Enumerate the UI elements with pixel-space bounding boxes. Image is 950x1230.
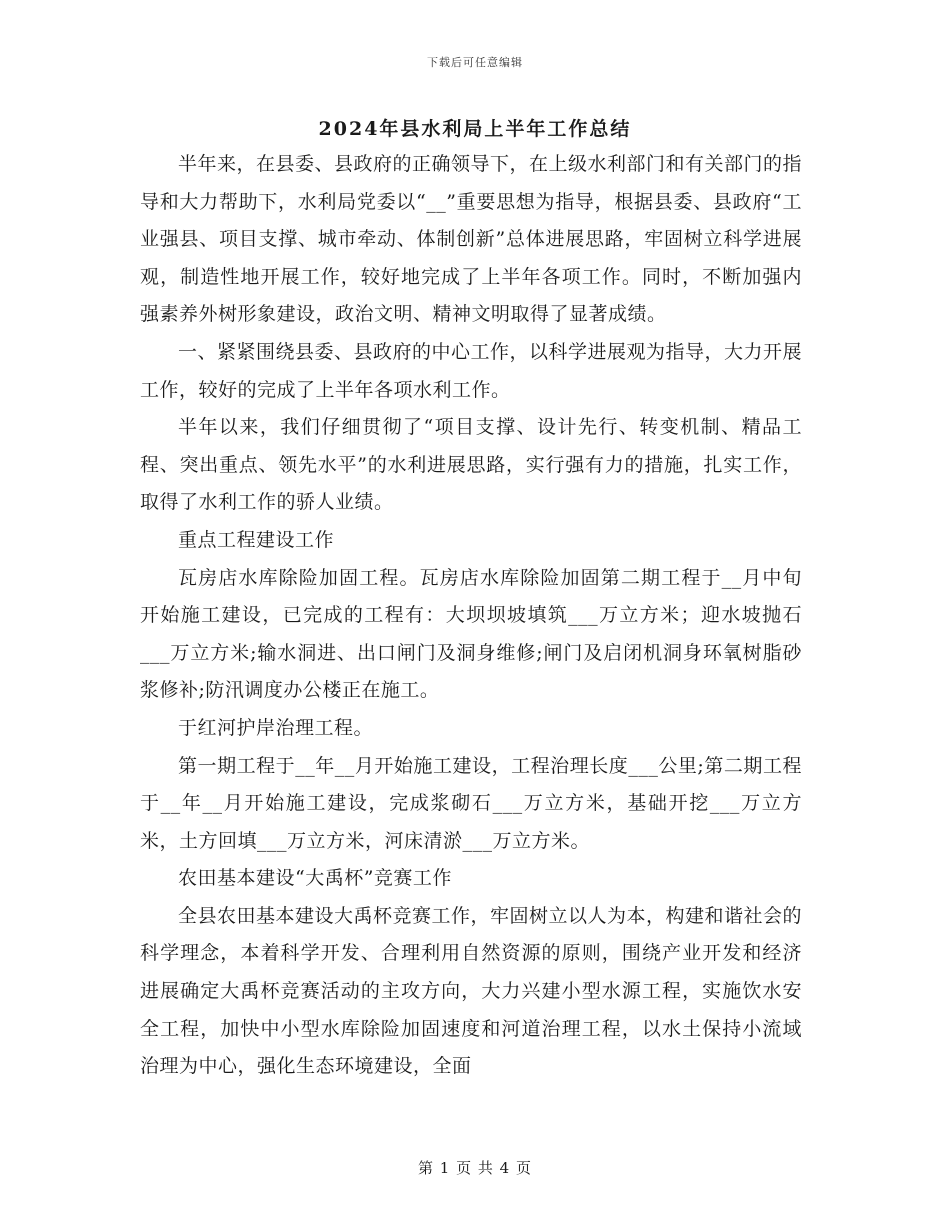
paragraph-dayu-cup: 全县农田基本建设大禹杯竞赛工作，牢固树立以人为本，构建和谐社会的科学理念，本着科学开发、合理利用自然资源的原则，围绕产业开发和经济进展确定大禹杯竞赛活动的主攻方向，大力兴建小型水源工程，实施饮水安全工程，加快中小型水库除险加固速度和河道治理工程，以水土保持小流域治理为中心，强化生态环境建设，全面: [140, 904, 803, 1078]
paragraph-half-year: 半年以来，我们仔细贯彻了“项目支撑、设计先行、转变机制、精品工程、突出重点、领先水平”的水利进展思路，实行强有力的措施，扎实工作，取得了水利工作的骄人业绩。: [140, 416, 802, 514]
paragraph-phases: 第一期工程于__年__月开始施工建设，工程治理长度___公里;第二期工程于__年__月开始施工建设，完成浆砌石___万立方米，基础开挖___万立方米，土方回填___万立方米，河床清淤___万立方米。: [140, 754, 802, 852]
document-title: 2024年县水利局上半年工作总结: [318, 118, 632, 140]
paragraph-section-one: 一、紧紧围绕县委、县政府的中心工作，以科学进展观为指导，大力开展工作，较好的完成了上半年各项水利工作。: [140, 340, 803, 401]
subheading-dayu-cup: 农田基本建设“大禹杯”竞赛工作: [178, 867, 452, 890]
paragraph-intro: 半年来，在县委、县政府的正确领导下，在上级水利部门和有关部门的指导和大力帮助下，水利局党委以“__”重要思想为指导，根据县委、县政府“工业强县、项目支撑、城市牵动、体制创新”总体进展思路，牢固树立科学进展观，制造性地开展工作，较好地完成了上半年各项工作。同时，不断加强内强素养外树形象建设，政治文明、精神文明取得了显著成绩。: [140, 153, 803, 326]
header-note: 下载后可任意编辑: [427, 56, 523, 69]
page-number: 第 1 页 共 4 页: [418, 1159, 532, 1177]
paragraph-wafangdian-reservoir: 瓦房店水库除险加固工程。瓦房店水库除险加固第二期工程于__月中旬开始施工建设，已完成的工程有：大坝坝坡填筑___万立方米；迎水坡抛石___万立方米;输水洞进、出口闸门及洞身维修;闸门及启闭机洞身环氧树脂砂浆修补;防汛调度办公楼正在施工。: [140, 566, 802, 702]
subheading-key-projects: 重点工程建设工作: [178, 528, 335, 551]
subheading-yuhonghe: 于红河护岸治理工程。: [178, 716, 374, 739]
document-body: [140, 146, 802, 1086]
